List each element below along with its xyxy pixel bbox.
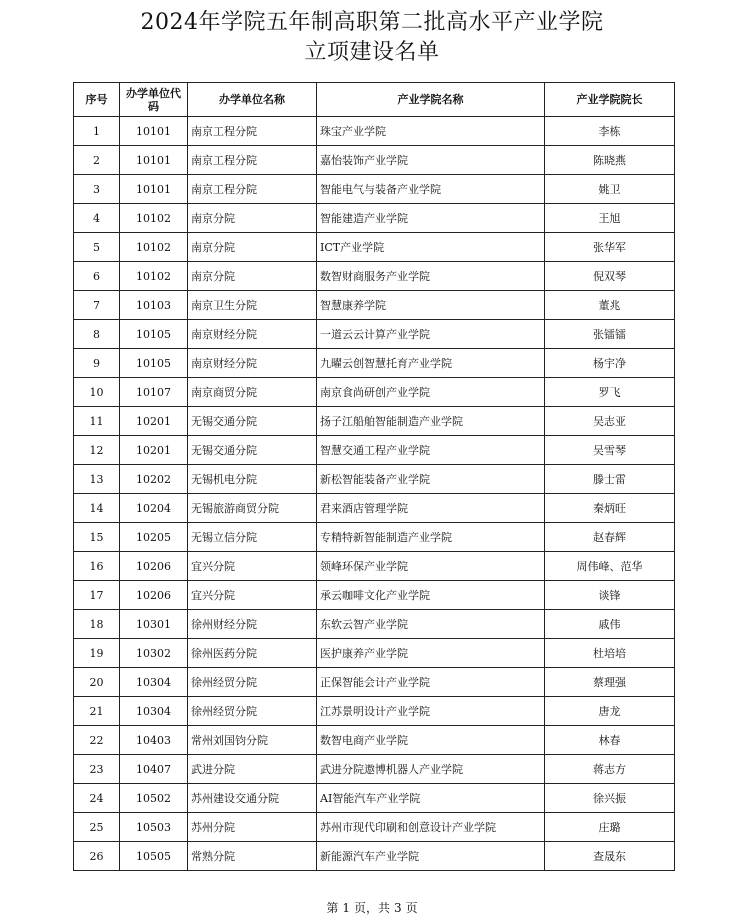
table-row	[74, 552, 675, 581]
header-index: 序号	[74, 83, 120, 117]
cell-dean: 姚卫	[545, 175, 675, 204]
cell-index: 19	[74, 639, 120, 668]
cell-college-name: ICT产业学院	[317, 233, 545, 262]
cell-unit-name: 南京工程分院	[188, 117, 317, 146]
cell-unit-code: 10304	[120, 668, 188, 697]
cell-dean: 滕士雷	[545, 465, 675, 494]
cell-unit-name: 无锡机电分院	[188, 465, 317, 494]
cell-dean: 杨宇净	[545, 349, 675, 378]
cell-unit-code: 10301	[120, 610, 188, 639]
cell-dean: 王旭	[545, 204, 675, 233]
cell-unit-name: 无锡旅游商贸分院	[188, 494, 317, 523]
table-row	[74, 436, 675, 465]
cell-unit-code: 10502	[120, 784, 188, 813]
cell-dean: 罗飞	[545, 378, 675, 407]
title-line-2: 立项建设名单	[304, 40, 440, 65]
table-row	[74, 639, 675, 668]
table-row	[74, 813, 675, 842]
cell-college-name: 扬子江船舶智能制造产业学院	[317, 407, 545, 436]
cell-dean: 戚伟	[545, 610, 675, 639]
table-row	[74, 494, 675, 523]
footer-mid: 页，共	[353, 901, 390, 915]
cell-unit-code: 10101	[120, 117, 188, 146]
cell-unit-name: 南京财经分院	[188, 320, 317, 349]
cell-dean: 李栋	[545, 117, 675, 146]
cell-unit-name: 苏州建设交通分院	[188, 784, 317, 813]
cell-unit-name: 南京财经分院	[188, 349, 317, 378]
cell-dean: 周伟峰、范华	[545, 552, 675, 581]
cell-unit-code: 10202	[120, 465, 188, 494]
table-row	[74, 349, 675, 378]
cell-unit-code: 10206	[120, 552, 188, 581]
cell-index: 13	[74, 465, 120, 494]
cell-unit-name: 宜兴分院	[188, 552, 317, 581]
table-row	[74, 523, 675, 552]
cell-dean: 徐兴振	[545, 784, 675, 813]
table-row	[74, 233, 675, 262]
cell-unit-code: 10107	[120, 378, 188, 407]
cell-index: 11	[74, 407, 120, 436]
cell-college-name: 九曜云创智慧托育产业学院	[317, 349, 545, 378]
cell-dean: 张华军	[545, 233, 675, 262]
cell-index: 21	[74, 697, 120, 726]
cell-unit-code: 10102	[120, 262, 188, 291]
cell-dean: 蒋志方	[545, 755, 675, 784]
cell-unit-code: 10105	[120, 349, 188, 378]
cell-unit-name: 宜兴分院	[188, 581, 317, 610]
cell-unit-name: 徐州医药分院	[188, 639, 317, 668]
cell-unit-name: 南京分院	[188, 204, 317, 233]
cell-index: 14	[74, 494, 120, 523]
cell-index: 3	[74, 175, 120, 204]
cell-index: 22	[74, 726, 120, 755]
cell-unit-name: 徐州经贸分院	[188, 668, 317, 697]
cell-unit-code: 10403	[120, 726, 188, 755]
cell-unit-name: 徐州经贸分院	[188, 697, 317, 726]
cell-college-name: 专精特新智能制造产业学院	[317, 523, 545, 552]
cell-index: 24	[74, 784, 120, 813]
header-college-name: 产业学院名称	[317, 83, 545, 117]
cell-college-name: 新松智能装备产业学院	[317, 465, 545, 494]
cell-dean: 倪双琴	[545, 262, 675, 291]
cell-college-name: 智慧交通工程产业学院	[317, 436, 545, 465]
cell-dean: 董兆	[545, 291, 675, 320]
cell-index: 25	[74, 813, 120, 842]
cell-college-name: 智能电气与装备产业学院	[317, 175, 545, 204]
cell-college-name: 嘉怡装饰产业学院	[317, 146, 545, 175]
title-line-1: 2024年学院五年制高职第二批高水平产业学院	[140, 10, 604, 35]
cell-unit-code: 10407	[120, 755, 188, 784]
cell-unit-name: 无锡交通分院	[188, 407, 317, 436]
cell-dean: 吴志亚	[545, 407, 675, 436]
cell-unit-name: 武进分院	[188, 755, 317, 784]
cell-college-name: 智慧康养学院	[317, 291, 545, 320]
table-row	[74, 262, 675, 291]
table-row	[74, 842, 675, 871]
cell-unit-name: 常州刘国钧分院	[188, 726, 317, 755]
table-row	[74, 175, 675, 204]
cell-unit-code: 10204	[120, 494, 188, 523]
cell-unit-name: 南京分院	[188, 262, 317, 291]
cell-dean: 杜培培	[545, 639, 675, 668]
cell-unit-code: 10205	[120, 523, 188, 552]
project-list-table	[73, 82, 675, 871]
cell-unit-code: 10302	[120, 639, 188, 668]
cell-college-name: 领峰环保产业学院	[317, 552, 545, 581]
cell-unit-code: 10101	[120, 146, 188, 175]
footer-prefix: 第	[326, 901, 339, 915]
cell-index: 15	[74, 523, 120, 552]
table-row	[74, 291, 675, 320]
cell-dean: 张镭镭	[545, 320, 675, 349]
cell-unit-name: 无锡交通分院	[188, 436, 317, 465]
table-row	[74, 784, 675, 813]
header-unit-name: 办学单位名称	[188, 83, 317, 117]
cell-index: 1	[74, 117, 120, 146]
cell-unit-name: 南京卫生分院	[188, 291, 317, 320]
header-dean: 产业学院院长	[545, 83, 675, 117]
document-title	[0, 8, 744, 68]
cell-index: 4	[74, 204, 120, 233]
cell-dean: 吴雪琴	[545, 436, 675, 465]
page-footer	[0, 899, 744, 916]
table-row	[74, 581, 675, 610]
cell-unit-name: 无锡立信分院	[188, 523, 317, 552]
cell-college-name: 江苏景明设计产业学院	[317, 697, 545, 726]
cell-index: 17	[74, 581, 120, 610]
cell-unit-name: 南京工程分院	[188, 146, 317, 175]
cell-index: 6	[74, 262, 120, 291]
cell-unit-code: 10105	[120, 320, 188, 349]
table-row	[74, 610, 675, 639]
cell-index: 9	[74, 349, 120, 378]
cell-dean: 秦炳旺	[545, 494, 675, 523]
cell-college-name: 医护康养产业学院	[317, 639, 545, 668]
cell-index: 5	[74, 233, 120, 262]
table-row	[74, 378, 675, 407]
cell-unit-name: 南京分院	[188, 233, 317, 262]
footer-total-pages: 3	[394, 901, 402, 915]
cell-dean: 唐龙	[545, 697, 675, 726]
table-body	[74, 117, 675, 871]
table-row	[74, 117, 675, 146]
cell-index: 12	[74, 436, 120, 465]
cell-unit-code: 10101	[120, 175, 188, 204]
footer-suffix: 页	[405, 901, 418, 915]
cell-index: 7	[74, 291, 120, 320]
cell-unit-code: 10304	[120, 697, 188, 726]
cell-unit-code: 10201	[120, 407, 188, 436]
cell-college-name: 新能源汽车产业学院	[317, 842, 545, 871]
cell-index: 8	[74, 320, 120, 349]
table-row	[74, 726, 675, 755]
cell-index: 18	[74, 610, 120, 639]
cell-index: 10	[74, 378, 120, 407]
table-row	[74, 697, 675, 726]
cell-college-name: 正保智能会计产业学院	[317, 668, 545, 697]
cell-index: 23	[74, 755, 120, 784]
cell-unit-code: 10503	[120, 813, 188, 842]
table-row	[74, 320, 675, 349]
cell-unit-code: 10103	[120, 291, 188, 320]
table-row	[74, 407, 675, 436]
cell-college-name: 武进分院遨博机器人产业学院	[317, 755, 545, 784]
cell-college-name: 君来酒店管理学院	[317, 494, 545, 523]
cell-unit-name: 苏州分院	[188, 813, 317, 842]
cell-college-name: 南京食尚研创产业学院	[317, 378, 545, 407]
header-unit-code: 办学单位代码	[120, 83, 188, 117]
cell-index: 2	[74, 146, 120, 175]
cell-unit-code: 10206	[120, 581, 188, 610]
cell-unit-code: 10102	[120, 233, 188, 262]
cell-index: 20	[74, 668, 120, 697]
cell-index: 16	[74, 552, 120, 581]
cell-unit-code: 10505	[120, 842, 188, 871]
cell-college-name: 数智电商产业学院	[317, 726, 545, 755]
cell-unit-name: 常熟分院	[188, 842, 317, 871]
table-row	[74, 755, 675, 784]
cell-college-name: 承云咖啡文化产业学院	[317, 581, 545, 610]
cell-college-name: 数智财商服务产业学院	[317, 262, 545, 291]
table-row	[74, 146, 675, 175]
cell-dean: 林春	[545, 726, 675, 755]
cell-dean: 查晟东	[545, 842, 675, 871]
cell-college-name: 珠宝产业学院	[317, 117, 545, 146]
cell-dean: 赵春辉	[545, 523, 675, 552]
cell-index: 26	[74, 842, 120, 871]
table-row	[74, 465, 675, 494]
table-row	[74, 668, 675, 697]
cell-dean: 陈晓燕	[545, 146, 675, 175]
cell-unit-name: 南京工程分院	[188, 175, 317, 204]
cell-college-name: 智能建造产业学院	[317, 204, 545, 233]
cell-college-name: 苏州市现代印刷和创意设计产业学院	[317, 813, 545, 842]
cell-unit-name: 徐州财经分院	[188, 610, 317, 639]
cell-college-name: AI智能汽车产业学院	[317, 784, 545, 813]
table-row	[74, 204, 675, 233]
cell-unit-code: 10102	[120, 204, 188, 233]
cell-unit-code: 10201	[120, 436, 188, 465]
cell-college-name: 一道云云计算产业学院	[317, 320, 545, 349]
cell-dean: 庄璐	[545, 813, 675, 842]
cell-dean: 蔡理强	[545, 668, 675, 697]
cell-unit-name: 南京商贸分院	[188, 378, 317, 407]
cell-college-name: 东软云智产业学院	[317, 610, 545, 639]
footer-current-page: 1	[342, 901, 350, 915]
table-header-row	[74, 83, 675, 117]
cell-dean: 谈锋	[545, 581, 675, 610]
